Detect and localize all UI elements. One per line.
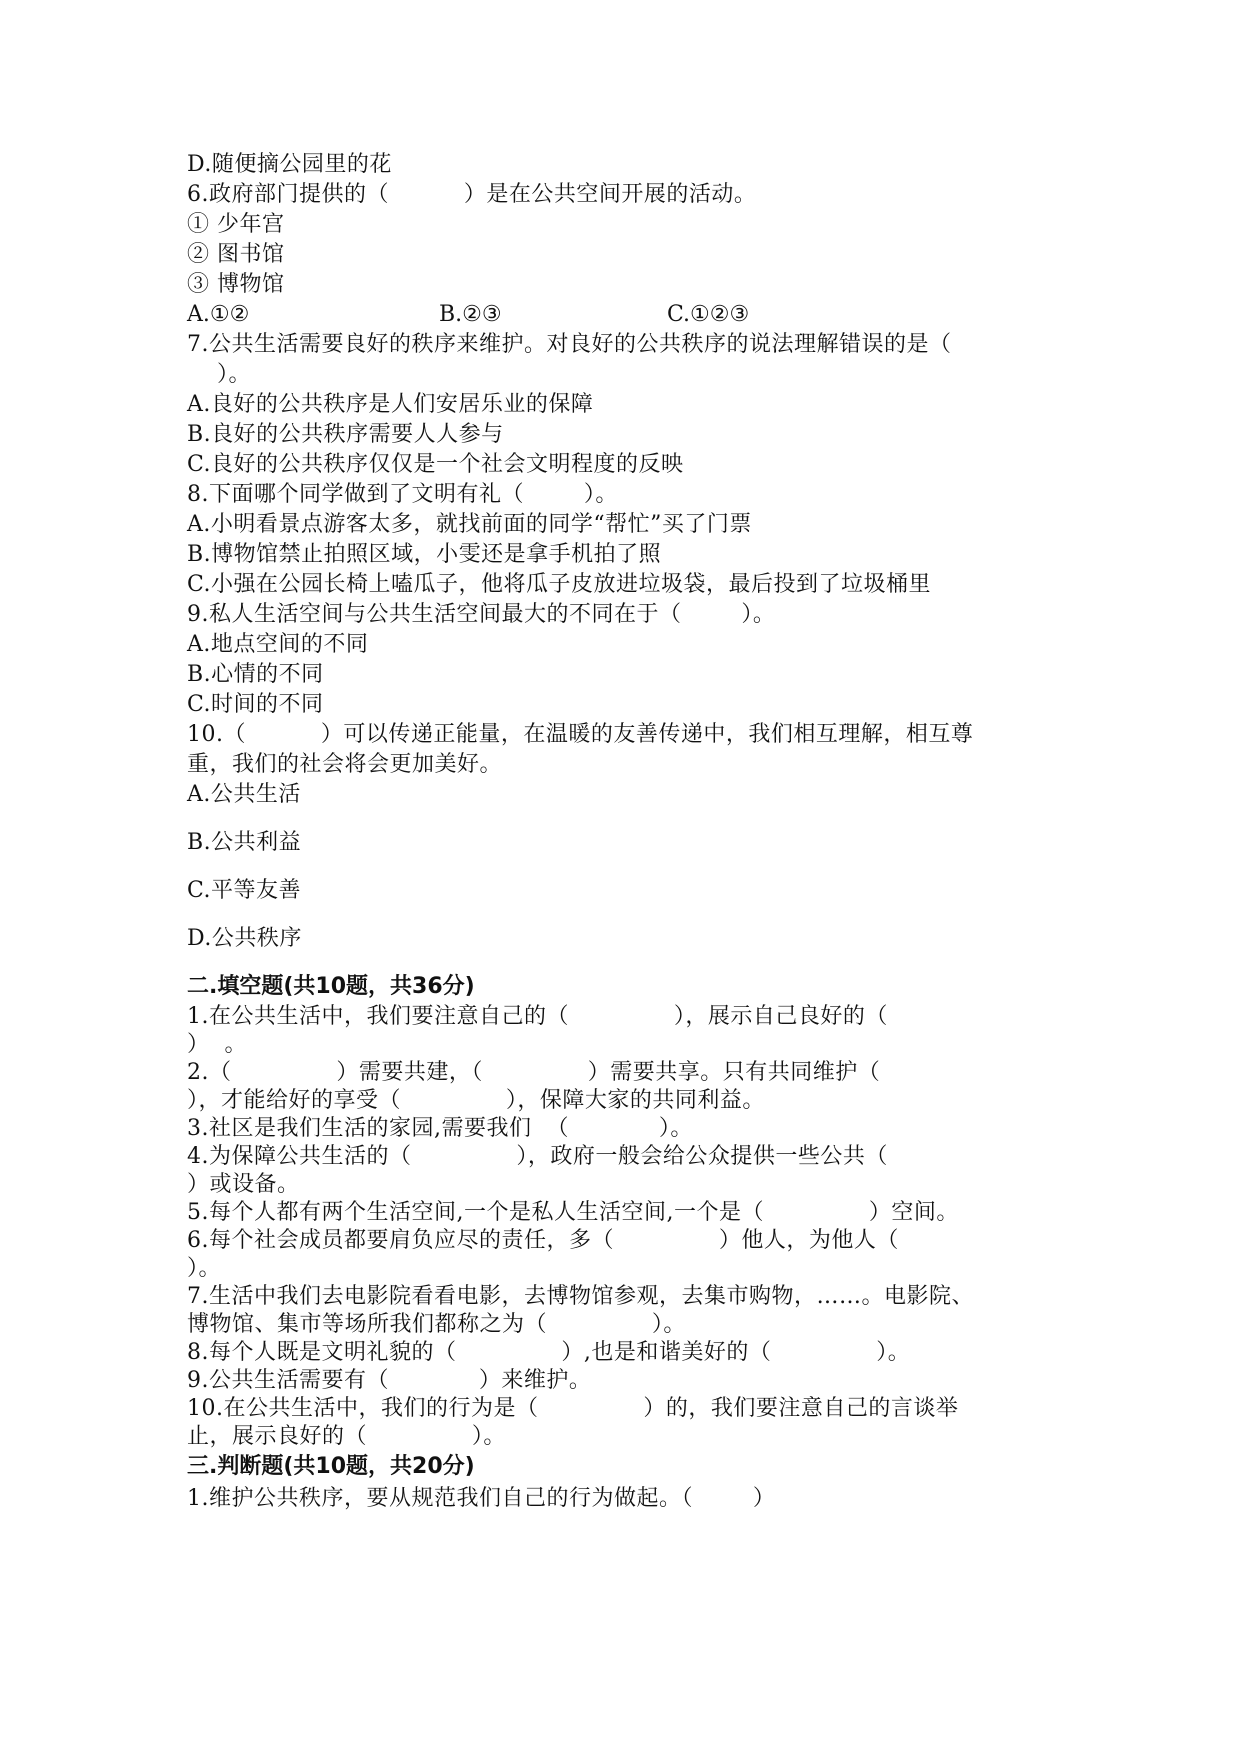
fill-line: 9.公共生活需要有（ ）来维护。 — [187, 1368, 592, 1393]
fill-line: ）或设备。 — [187, 1172, 300, 1197]
q9-option-b: B.心情的不同 — [187, 662, 324, 687]
q10-option-a: A.公共生活 — [187, 782, 301, 807]
fill-line: 止，展示良好的（ ）。 — [187, 1424, 506, 1449]
fill-line: ） 。 — [187, 1032, 247, 1057]
q6-option-b: B.②③ — [439, 302, 502, 327]
q6-item-1: ① 少年宫 — [187, 212, 285, 237]
q6-option-a: A.①② — [187, 302, 250, 327]
q6-item-2: ② 图书馆 — [187, 242, 285, 267]
q10-option-b: B.公共利益 — [187, 830, 302, 855]
fill-line: 4.为保障公共生活的（ ），政府一般会给公众提供一些公共（ — [187, 1144, 888, 1169]
fill-line: 博物馆、集市等场所我们都称之为（ ）。 — [187, 1312, 686, 1337]
fill-line: 3.社区是我们生活的家园,需要我们 （ ）。 — [187, 1116, 693, 1141]
q9-stem: 9.私人生活空间与公共生活空间最大的不同在于（ ）。 — [187, 602, 776, 627]
q8-stem: 8.下面哪个同学做到了文明有礼（ ）。 — [187, 482, 618, 507]
q9-option-a: A.地点空间的不同 — [187, 632, 369, 657]
q10-stem-line2: 重，我们的社会将会更加美好。 — [187, 752, 503, 777]
fill-line: ）。 — [187, 1256, 222, 1281]
q8-option-a: A.小明看景点游客太多，就找前面的同学“帮忙”买了门票 — [187, 512, 752, 537]
q10-option-d: D.公共秩序 — [187, 926, 302, 951]
fill-line: 1.在公共生活中，我们要注意自己的（ ），展示自己良好的（ — [187, 1004, 888, 1029]
section-heading-fill-blank: 二.填空题(共10题，共36分) — [187, 974, 475, 999]
q6-stem: 6.政府部门提供的（ ）是在公共空间开展的活动。 — [187, 182, 757, 207]
q10-option-c: C.平等友善 — [187, 878, 302, 903]
q7-option-c: C.良好的公共秩序仅仅是一个社会文明程度的反映 — [187, 452, 684, 477]
q8-option-b: B.博物馆禁止拍照区域，小雯还是拿手机拍了照 — [187, 542, 662, 567]
q8-option-c: C.小强在公园长椅上嗑瓜子，他将瓜子皮放进垃圾袋，最后投到了垃圾桶里 — [187, 572, 932, 597]
fill-line: 6.每个社会成员都要肩负应尽的责任，多（ ）他人，为他人（ — [187, 1228, 899, 1253]
q7-option-a: A.良好的公共秩序是人们安居乐业的保障 — [187, 392, 594, 417]
q9-option-c: C.时间的不同 — [187, 692, 324, 717]
q7-stem-line2: ）。 — [187, 362, 251, 387]
q10-stem-line1: 10.（ ）可以传递正能量，在温暖的友善传递中，我们相互理解，相互尊 — [187, 722, 974, 747]
judgment-line: 1.维护公共秩序，要从规范我们自己的行为做起。（ ） — [187, 1486, 776, 1511]
q5-option-d: D.随便摘公园里的花 — [187, 152, 392, 177]
fill-line: 10.在公共生活中，我们的行为是（ ）的，我们要注意自己的言谈举 — [187, 1396, 959, 1421]
section-heading-judgment: 三.判断题(共10题，共20分) — [187, 1454, 475, 1479]
fill-line: 5.每个人都有两个生活空间,一个是私人生活空间,一个是（ ）空间。 — [187, 1200, 959, 1225]
q6-option-c: C.①②③ — [667, 302, 750, 327]
q7-stem-line1: 7.公共生活需要良好的秩序来维护。对良好的公共秩序的说法理解错误的是（ — [187, 332, 952, 357]
fill-line: 8.每个人既是文明礼貌的（ ）,也是和谐美好的（ ）。 — [187, 1340, 911, 1365]
fill-line: 2.（ ）需要共建，（ ）需要共享。只有共同维护（ — [187, 1060, 881, 1085]
q7-option-b: B.良好的公共秩序需要人人参与 — [187, 422, 504, 447]
fill-line: 7.生活中我们去电影院看看电影，去博物馆参观，去集市购物，……。电影院、 — [187, 1284, 974, 1309]
q6-item-3: ③ 博物馆 — [187, 272, 285, 297]
fill-line: ），才能给好的享受（ ），保障大家的共同利益。 — [187, 1088, 765, 1113]
